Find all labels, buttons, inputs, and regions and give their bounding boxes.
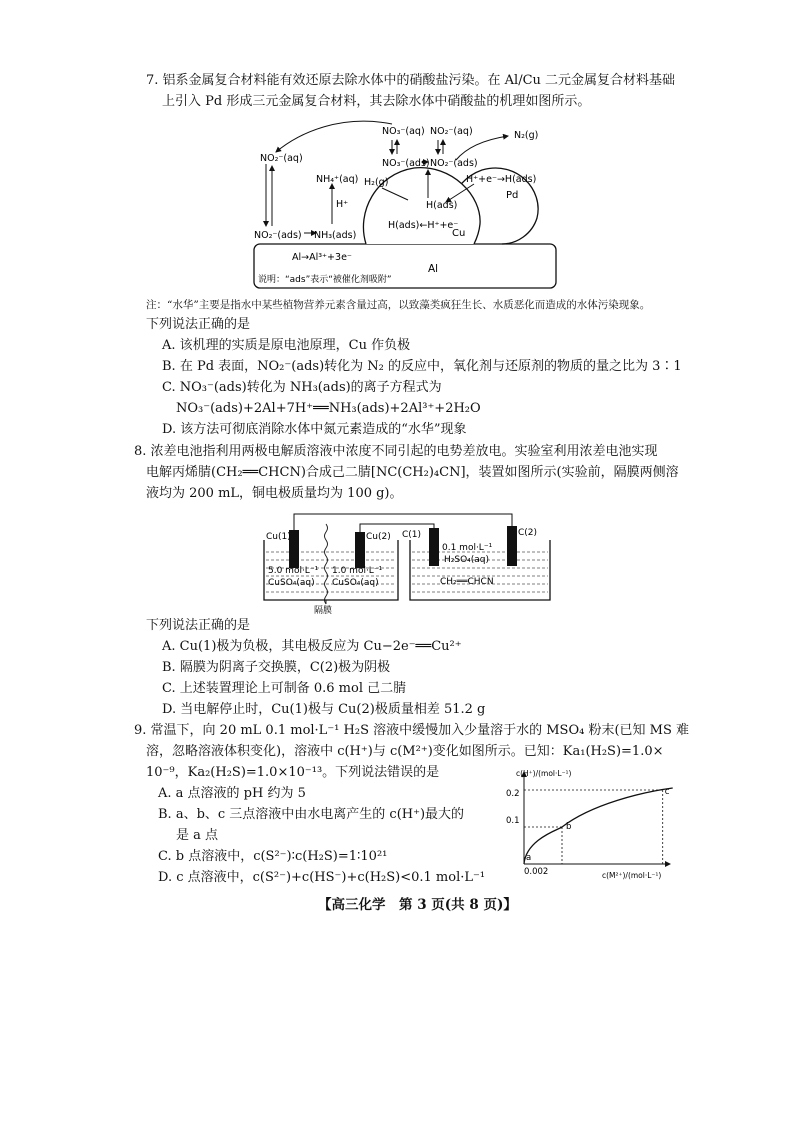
label-legend: 说明：“ads”表示“被催化剂吸附” — [258, 275, 392, 285]
q8-stem-line2: 电解丙烯腈(CH₂══CHCN)合成己二腈[NC(CH₂)₄CN]，装置如图所示(实验前，隔膜两侧溶 — [146, 465, 679, 480]
q8-option-d: D. 当电解停止时，Cu(1)极与 Cu(2)极质量相差 51.2 g — [162, 702, 486, 717]
label-sol-right: H₂SO₄(aq) — [444, 555, 490, 565]
chart-point-c: c — [664, 787, 670, 797]
q8-cell-diagram — [262, 510, 552, 614]
chart-ylabel: c(H⁺)/(mol·L⁻¹) — [516, 769, 572, 778]
chart-xtick-0-002: 0.002 — [524, 867, 549, 877]
q9-option-c: C. b 点溶液中，c(S²⁻)∶c(H₂S)=1∶10²¹ — [158, 849, 388, 864]
label-h-plus: H⁺ — [336, 199, 349, 210]
electrode-cu2 — [355, 532, 365, 568]
label-conc-mid: 1.0 mol·L⁻¹ — [332, 566, 383, 576]
q9-option-d: D. c 点溶液中，c(S²⁻)+c(HS⁻)+c(H₂S)<0.1 mol·L⁻¹ — [158, 870, 486, 885]
label-no2-aq-mid: NO₂⁻(aq) — [430, 126, 473, 137]
label-no2-ads-left: NO₂⁻(ads) — [254, 230, 302, 241]
label-pd-reaction: H⁺+e⁻→H(ads) — [466, 174, 537, 185]
q7-note: 注：“水华”主要是指水中某些植物营养元素含量过高，以致藻类疯狂生长、水质恶化而造成的水体污染现象。 — [146, 299, 651, 311]
label-no2-ads-mid: NO₂⁻(ads) — [430, 158, 478, 169]
q9-stem-line3: 10⁻⁹，Ka₂(H₂S)=1.0×10⁻¹³。下列说法错误的是 — [146, 765, 440, 780]
label-h2: H₂(g) — [364, 177, 389, 188]
label-c2: C(2) — [518, 528, 538, 538]
q8-option-a: A. Cu(1)极为负极，其电极反应为 Cu−2e⁻══Cu²⁺ — [162, 639, 462, 654]
q8-option-c: C. 上述装置理论上可制备 0.6 mol 己二腈 — [162, 681, 407, 696]
label-conc-right: 0.1 mol·L⁻¹ — [442, 543, 493, 553]
label-cu2: Cu(2) — [366, 532, 391, 542]
label-cu: Cu — [452, 228, 466, 239]
page-footer: 【高三化学 第 3 页(共 8 页)】 — [318, 897, 517, 913]
label-nh4: NH₄⁺(aq) — [316, 174, 359, 185]
q9-option-a: A. a 点溶液的 pH 约为 5 — [158, 786, 306, 801]
label-sol-left: CuSO₄(aq) — [268, 578, 315, 588]
q9-chart — [494, 764, 676, 886]
q9-stem-line1: 9. 常温下，向 20 mL 0.1 mol·L⁻¹ H₂S 溶液中缓慢加入少量溶于水的 MSO₄ 粉末(已知 MS 难 — [134, 723, 690, 738]
q7-option-a: A. 该机理的实质是原电池原理，Cu 作负极 — [162, 338, 411, 353]
label-al-reaction: Al→Al³⁺+3e⁻ — [292, 252, 352, 263]
q7-option-d: D. 该方法可彻底消除水体中氮元素造成的“水华”现象 — [162, 422, 467, 437]
chart-ytick-0-2: 0.2 — [506, 789, 520, 799]
label-nh3-ads: NH₃(ads) — [314, 230, 357, 241]
q7-prompt: 下列说法正确的是 — [146, 317, 251, 332]
label-h-ads: H(ads) — [426, 200, 458, 211]
q8-stem-line1: 8. 浓差电池指利用两极电解质溶液中浓度不同引起的电势差放电。实验室利用浓差电池实现 — [134, 444, 658, 459]
label-al: Al — [428, 263, 439, 275]
q8-stem-line3: 液均为 200 mL，铜电极质量均为 100 g)。 — [146, 486, 403, 501]
q7-option-c-equation: NO₃⁻(ads)+2Al+7H⁺══NH₃(ads)+2Al³⁺+2H₂O — [176, 401, 481, 416]
chart-point-b: b — [566, 822, 572, 832]
label-c1: C(1) — [402, 530, 422, 540]
label-no3-ads: NO₃⁻(ads) — [382, 158, 430, 169]
electrode-c2 — [507, 526, 517, 566]
label-membrane: 隔膜 — [314, 606, 333, 614]
q9-stem-line2: 溶，忽略溶液体积变化)，溶液中 c(H⁺)与 c(M²⁺)变化如图所示。已知：Ka₁(H₂S)=1.0× — [146, 744, 664, 759]
q7-mechanism-diagram — [252, 112, 558, 292]
electrode-c1 — [429, 528, 439, 566]
chart-ytick-0-1: 0.1 — [506, 816, 520, 826]
label-no3-aq: NO₃⁻(aq) — [382, 126, 425, 137]
label-pd: Pd — [506, 190, 519, 201]
label-n2: N₂(g) — [514, 130, 539, 141]
arc-arrow — [276, 121, 392, 152]
chart-xlabel: c(M²⁺)/(mol·L⁻¹) — [602, 871, 662, 880]
q8-option-b: B. 隔膜为阴离子交换膜，C(2)极为阴极 — [162, 660, 391, 675]
label-conc-left: 5.0 mol·L⁻¹ — [268, 566, 319, 576]
chart-curve — [524, 788, 673, 864]
q7-option-c: C. NO₃⁻(ads)转化为 NH₃(ads)的离子方程式为 — [162, 380, 442, 395]
q8-prompt: 下列说法正确的是 — [146, 618, 251, 633]
label-sol-mid: CuSO₄(aq) — [332, 578, 379, 588]
label-cu-reaction: H(ads)←H⁺+e⁻ — [388, 220, 459, 231]
chart-point-a: a — [526, 852, 532, 863]
q7-option-b: B. 在 Pd 表面，NO₂⁻(ads)转化为 N₂ 的反应中，氧化剂与还原剂的物质的量之比为 3∶1 — [162, 359, 682, 374]
to-n2-arrow — [456, 136, 508, 160]
q9-option-b-cont: 是 a 点 — [176, 828, 219, 843]
q7-stem-line1: 7. 铝系金属复合材料能有效还原去除水体中的硝酸盐污染。在 Al/Cu 二元金属复合材料基础 — [146, 73, 676, 88]
q7-stem-line2: 上引入 Pd 形成三元金属复合材料，其去除水体中硝酸盐的机理如图所示。 — [162, 94, 591, 109]
label-cu1: Cu(1) — [266, 532, 291, 542]
label-no2-aq-left: NO₂⁻(aq) — [260, 153, 303, 164]
q9-option-b: B. a、b、c 三点溶液中由水电离产生的 c(H⁺)最大的 — [158, 807, 465, 822]
label-acrylonitrile: CH₂══CHCN — [440, 577, 494, 587]
